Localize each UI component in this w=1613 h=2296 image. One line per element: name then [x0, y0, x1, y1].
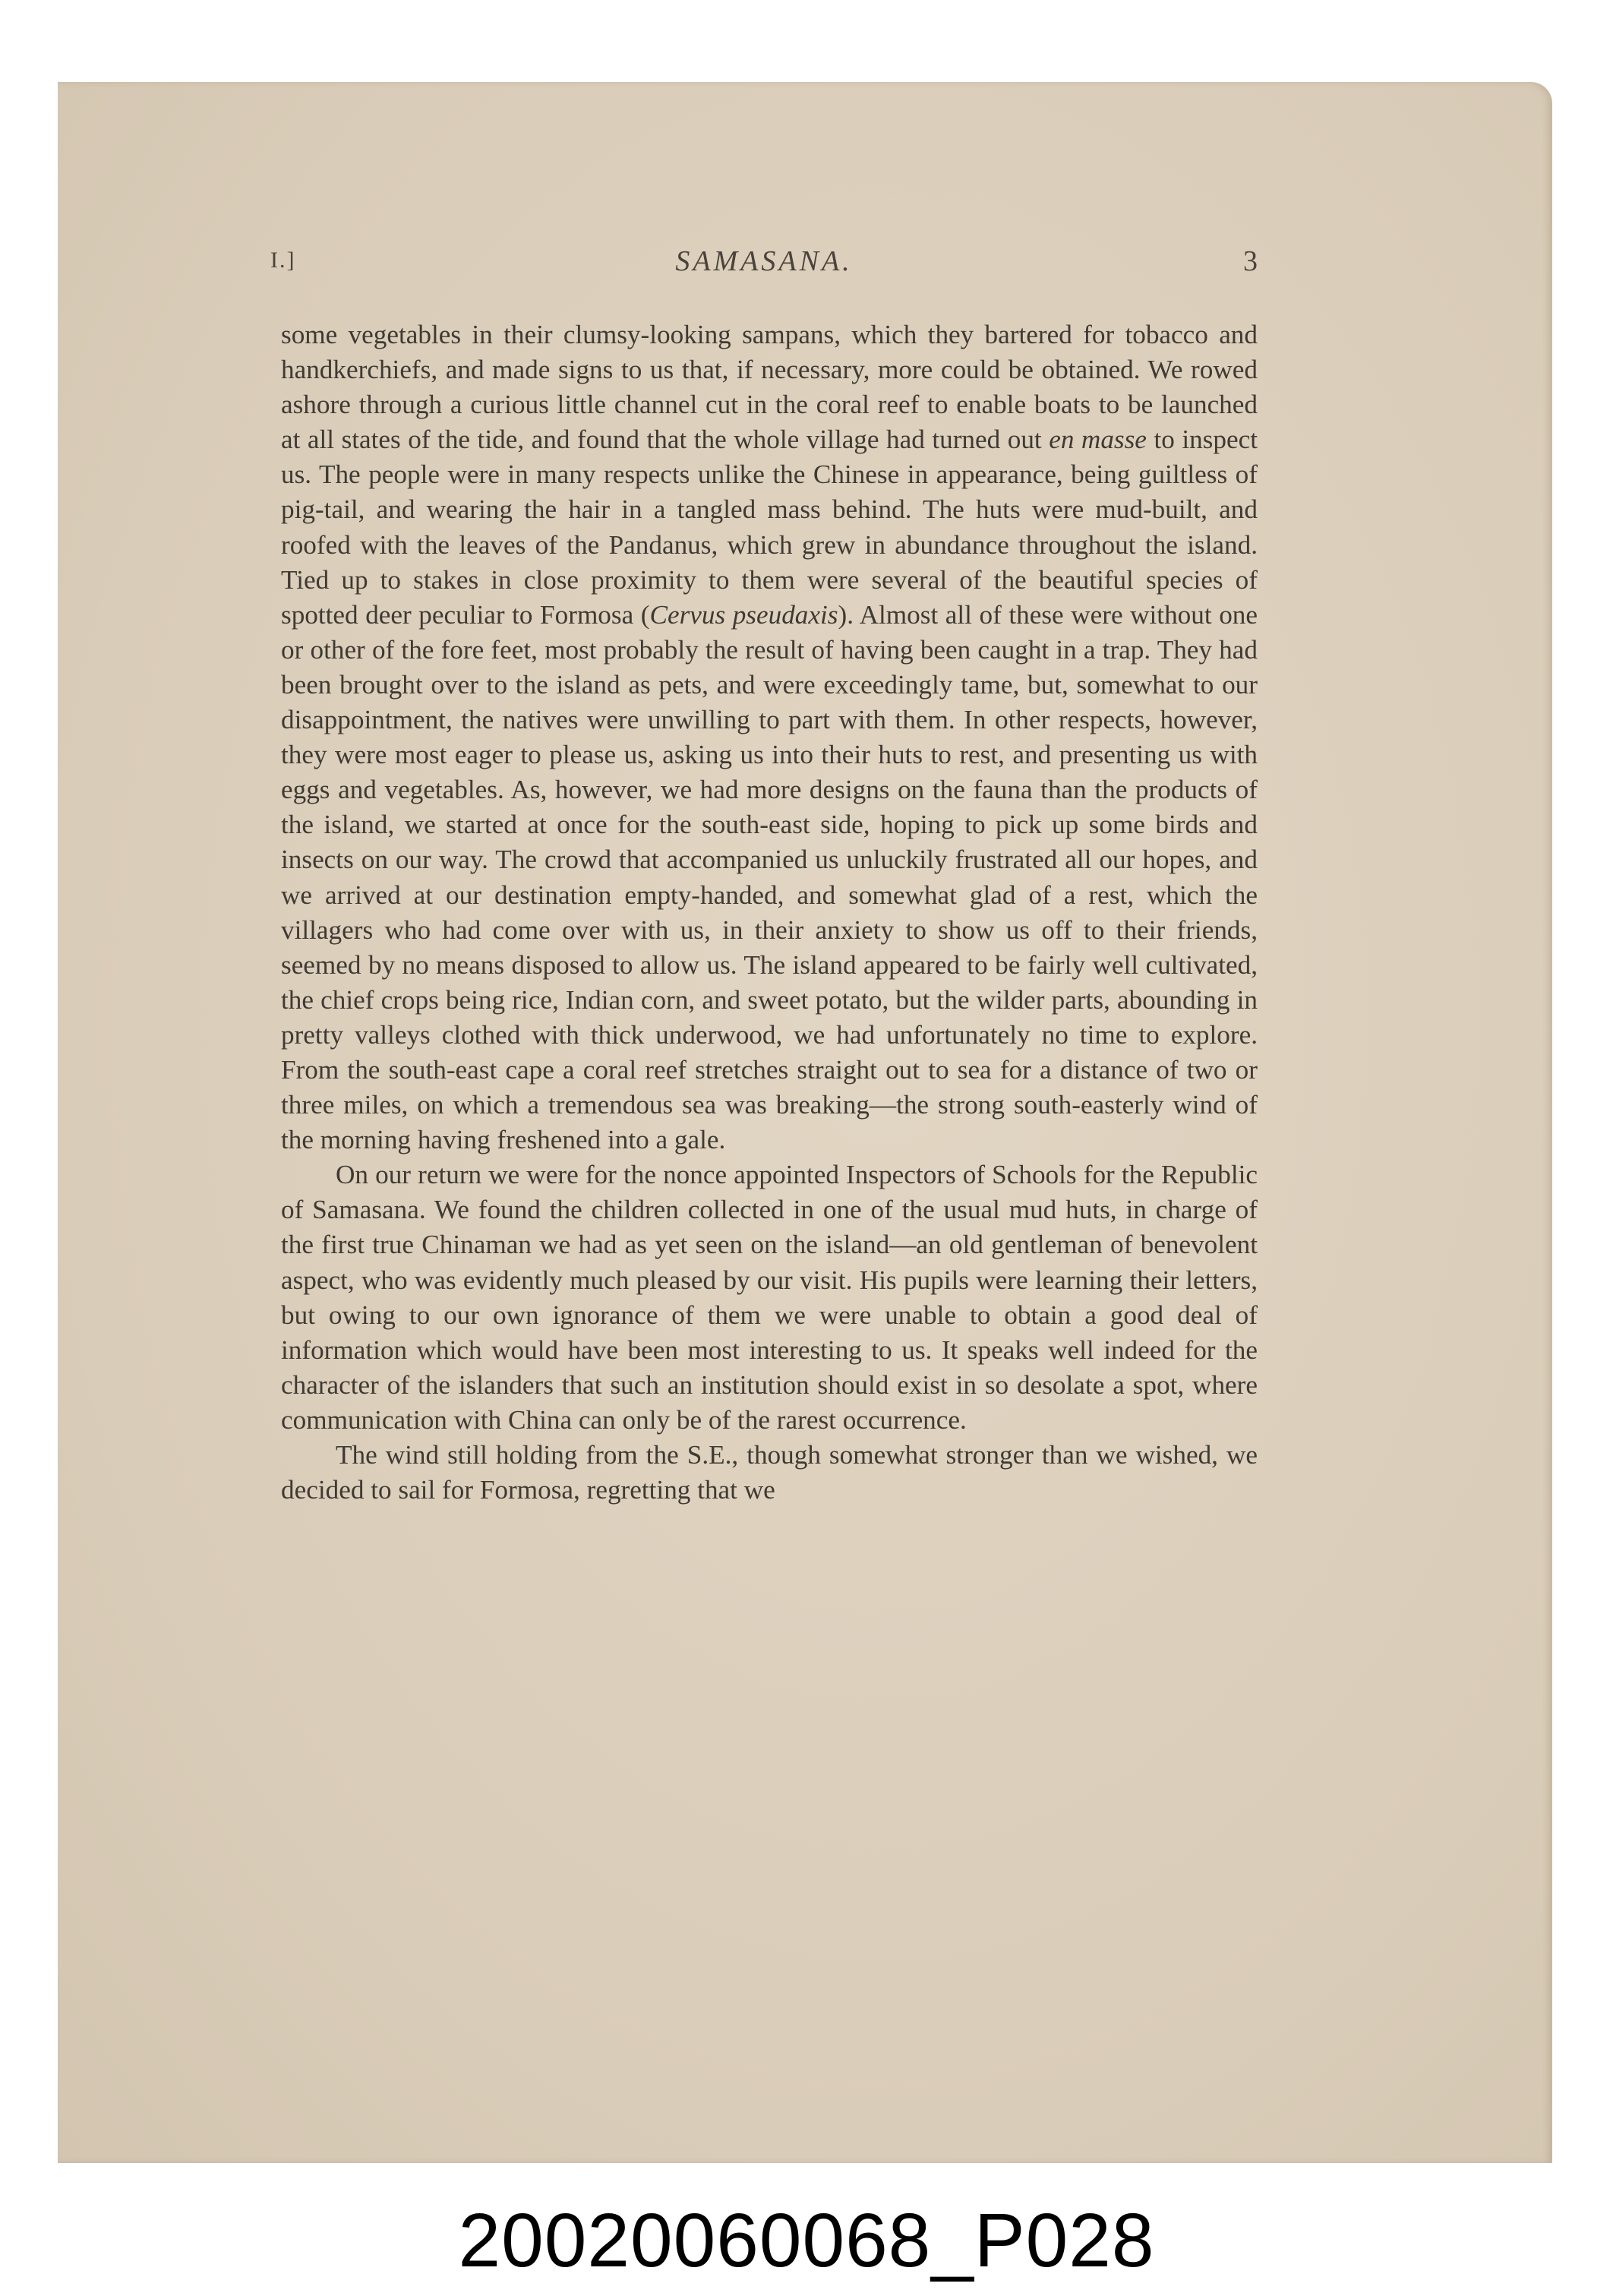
body-text	[281, 317, 1258, 1508]
text-run: On our return we were for the nonce appointed Inspectors of Schools for the Republic of Samasana. We found the children collected in one of the usual mud huts, in charge of the first true Chinaman we had as yet seen on the island—an old gentleman of benevolent aspect, who was evidently much pleased by our visit. His pupils were learning their letters, but owing to our own ignorance of them we were unable to obtain a good deal of information which would have been most interesting to us. It speaks well indeed for the character of the islanders that such an institution should exist in so desolate a spot, where communication with China can only be of the rarest occurrence.	[281, 1160, 1258, 1435]
italic-text: en masse	[1049, 425, 1147, 455]
italic-text: Cervus pseudaxis	[649, 599, 838, 630]
page-number: 3	[1243, 245, 1258, 277]
paragraph	[281, 317, 1258, 1157]
paragraph	[281, 1157, 1258, 1438]
running-header	[270, 245, 1258, 287]
text-run: ). Almost all of these were without one or other of the fore feet, most probably the result of having been caught in a trap. They had been brought over to the island as pets, and were exceedingly tame, but, somewhat to our disappointment, the natives were unwilling to part with them. In other respects, however, they were most eager to please us, asking us into their huts to rest, and presenting us with eggs and vegetables. As, however, we had more designs on the fauna than the products of the island, we started at once for the south-east side, hoping to pick up some birds and insects on our way. The crowd that accompanied us unluckily frustrated all our hopes, and we arrived at our destination empty-handed, and somewhat glad of a rest, which the villagers who had come over with us, in their anxiety to show us off to their friends, seemed by no means disposed to allow us. The island appeared to be fairly well cultivated, the chief crops being rice, Indian corn, and sweet potato, but the wilder parts, abounding in pretty valleys clothed with thick underwood, we had unfortunately no time to explore. From the south-east cape a coral reef stretches straight out to sea for a distance of two or three miles, on which a tremendous sea was breaking—the strong south-easterly wind of the morning having freshened into a gale.	[281, 599, 1258, 1155]
archive-id-caption: 20020060068_P028	[458, 2198, 1155, 2283]
running-title: SAMASANA.	[675, 245, 853, 277]
text-run: some vegetables in their clumsy-looking sampans, which they bartered for tobacco and handkerchiefs, and made signs to us that, if necessary, more could be obtained. We rowed ashore through a curious little channel cut in the coral reef to enable boats to be launched at all states of the tide, and found that the whole village had turned out	[281, 320, 1258, 455]
chapter-marker: I.]	[270, 248, 296, 273]
text-run: The wind still holding from the S.E., though somewhat stronger than we wished, we decided to sail for Formosa, regretting that we	[281, 1440, 1258, 1505]
paragraph	[281, 1438, 1258, 1508]
text-run: to inspect us. The people were in many respects unlike the Chinese in appearance, being guiltless of pig-tail, and wearing the hair in a tangled mass behind. The huts were mud-built, and roofed with the leaves of the Pandanus, which grew in abundance throughout the island. Tied up to stakes in close proximity to them were several of the beautiful species of spotted deer peculiar to Formosa (	[281, 425, 1258, 630]
